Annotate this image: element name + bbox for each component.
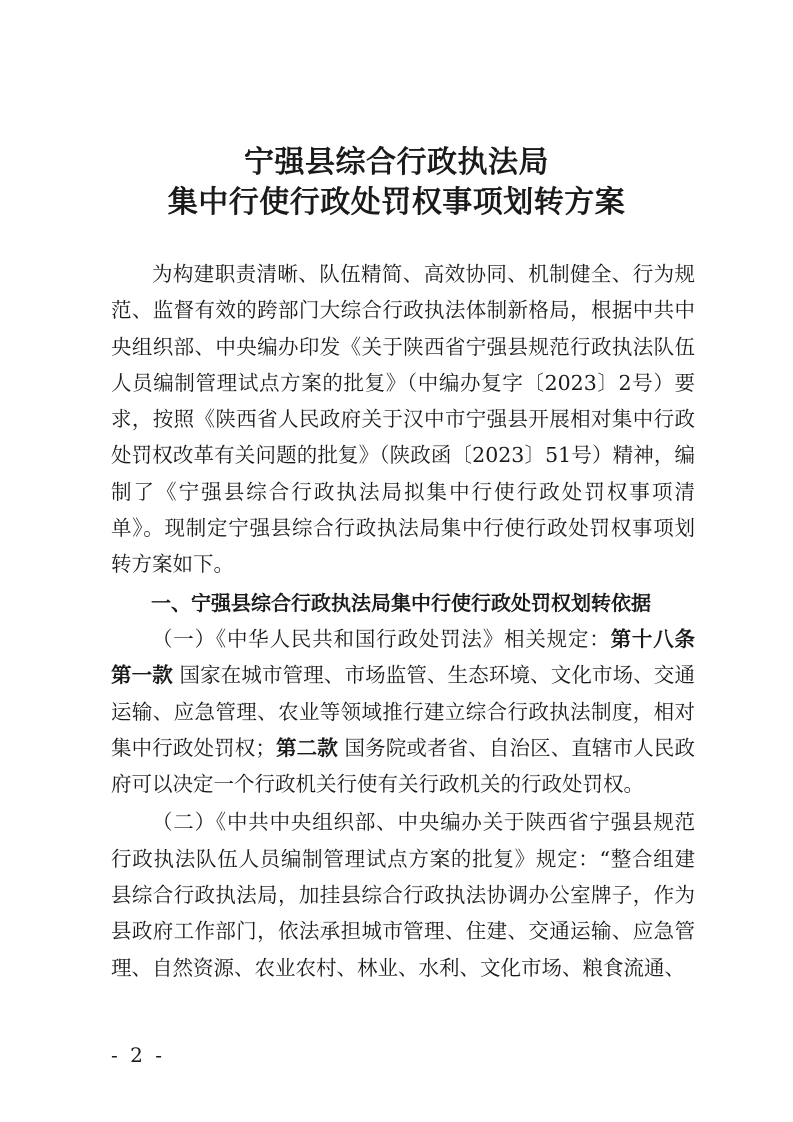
document-body bbox=[111, 256, 695, 986]
clause-1-label: 第十八条第一款 bbox=[111, 626, 696, 688]
item-1-paragraph bbox=[111, 621, 695, 802]
item-1-lead: （一）《中华人民共和国行政处罚法》相关规定： bbox=[152, 626, 611, 651]
clause-2-label: 第二款 bbox=[275, 735, 338, 760]
page-number: - 2 - bbox=[111, 1043, 165, 1067]
document-title-line-1: 宁强县综合行政执法局 bbox=[244, 145, 549, 180]
document-title-line-2: 集中行使行政处罚权事项划转方案 bbox=[167, 185, 626, 220]
clause-2-text: 国务院或者省、自治区、直辖市人民政府可以决定一个行政机关行使有关行政机关的行政处罚权。 bbox=[111, 735, 695, 797]
intro-paragraph: 为构建职责清晰、队伍精简、高效协同、机制健全、行为规范、监督有效的跨部门大综合行政执法体制新格局，根据中共中央组织部、中央编办印发《关于陕西省宁强县规范行政执法队伍人员编制管理试点方案的批复》（中编办复字〔2023〕2号）要求，按照《陕西省人民政府关于汉中市宁强县开展相对集中行政处罚权改革有关问题的批复》（陕政函〔2023〕51号）精神，编制了《宁强县综合行政执法局拟集中行使行政处罚权事项清单》。现制定宁强县综合行政执法局集中行使行政处罚权事项划转方案如下。 bbox=[111, 262, 695, 577]
item-2-paragraph: （二）《中共中央组织部、中央编办关于陕西省宁强县规范行政执法队伍人员编制管理试点方案的批复》规定：“整合组建县综合行政执法局，加挂县综合行政执法协调办公室牌子，作为县政府工作部门，依法承担城市管理、住建、交通运输、应急管理、自然资源、农业农村、林业、水利、文化市场、粮食流通、 bbox=[111, 810, 695, 980]
section-1-heading: 一、宁强县综合行政执法局集中行使行政处罚权划转依据 bbox=[151, 590, 651, 615]
clause-1-text: 国家在城市管理、市场监管、生态环境、文化市场、交通运输、应急管理、农业等领域推行建立综合行政执法制度，相对集中行政处罚权； bbox=[111, 663, 695, 760]
